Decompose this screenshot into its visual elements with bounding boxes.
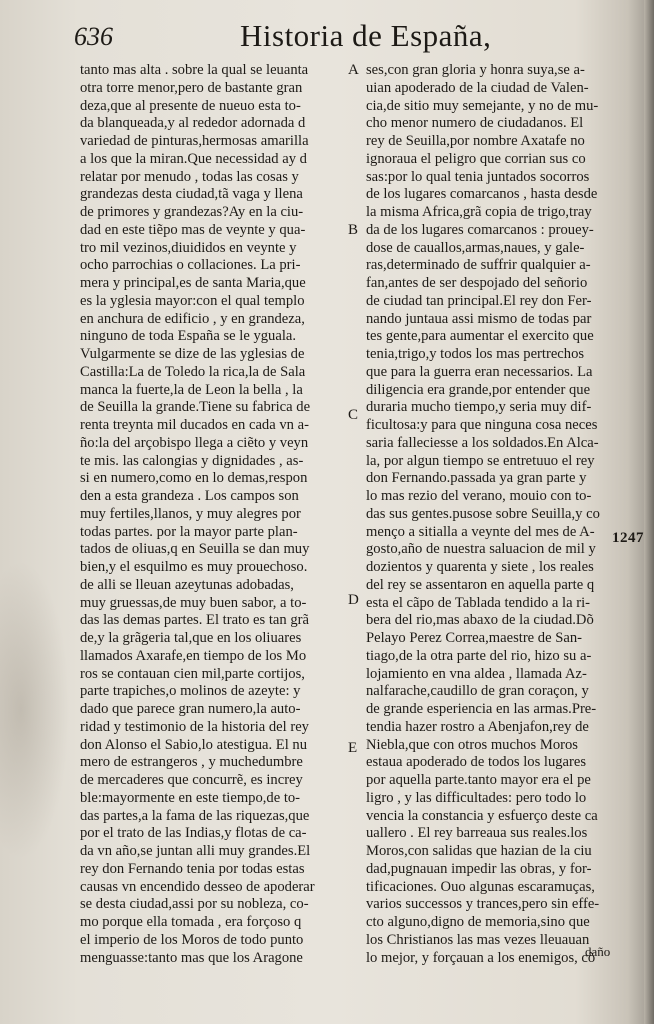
- margin-letter-b: B: [348, 222, 359, 238]
- text-line: don Alonso el Sabio,lo atestigua. El nu: [80, 736, 307, 753]
- margin-letter-c: C: [348, 407, 359, 423]
- text-line: variedad de pinturas,hermosas amarilla: [80, 133, 309, 149]
- text-line: sas:por lo qual tenia juntados socorros: [366, 168, 590, 185]
- text-line: por el trato de las Indias,y flotas de ca-: [80, 825, 307, 842]
- text-line: todas partes. por la mayor parte plan-: [80, 523, 298, 540]
- text-line: muy fertiles,llanos, y muy alegres por: [80, 505, 301, 522]
- text-line: ras,determinado de suffrir qualquier a-: [366, 257, 591, 274]
- text-line: ses,con gran gloria y honra suya,se a-: [366, 62, 585, 78]
- text-line: lo mejor, y forçauan a los enemigos, cõ: [366, 949, 596, 966]
- text-line: de los lugares comarcanos , hasta desde: [366, 186, 598, 203]
- text-line: la misma Africa,grã copia de trigo,tray: [366, 204, 592, 220]
- text-line: muy gruessas,de muy buen sabor, a to-: [80, 594, 307, 611]
- text-line: estaua apoderado de todos los lugares: [366, 754, 587, 771]
- text-line: gosto,año de nuestra saluacion de mil y: [366, 541, 596, 558]
- text-line: llamados Axarafe,en tiempo de los Mo: [80, 647, 307, 664]
- text-line: cho menor numero de ciudadanos. El: [366, 115, 584, 132]
- text-line: tenia,trigo,y todos los mas pertrechos: [366, 346, 585, 362]
- text-line: uallero . El rey barreaua sus reales.los: [366, 825, 588, 842]
- text-line: renta treynta mil ducados en cada vn a-: [80, 417, 309, 433]
- text-line: das sus gentes.pusose sobre Seuilla,y co: [366, 505, 600, 522]
- text-line: cto alguno,digno de memoria,sino que: [366, 914, 590, 930]
- text-line: dad en este tiẽpo mas de veynte y qua-: [80, 221, 306, 238]
- text-line: mera y principal,es de santa Maria,que: [80, 275, 306, 291]
- text-line: rey don Fernando tenia por todas estas: [80, 860, 305, 877]
- text-line: ficultosa:y para que ninguna cosa neces: [366, 417, 598, 433]
- text-line: de alli se lleuan azeytunas adobadas,: [80, 576, 294, 593]
- text-line: tiago,de la otra parte del rio, hizo su a-: [366, 647, 592, 664]
- text-line: Niebla,que con otros muchos Moros: [366, 736, 578, 753]
- text-line: es la yglesia mayor:con el qual templo: [80, 292, 305, 309]
- text-line: Castilla:La de Toledo la rica,la de Sala: [80, 363, 306, 380]
- text-line: deza,que al presente de nueuo esta to-: [80, 97, 301, 114]
- page-number: 636: [74, 22, 113, 51]
- text-line: nando juntaua assi mismo de todas par: [366, 310, 592, 327]
- text-line: el imperio de los Moros de todo punto: [80, 931, 304, 948]
- text-line: Vulgarmente se dize de las yglesias de: [80, 346, 305, 362]
- text-line: otra torre menor,pero de bastante gran: [80, 79, 303, 96]
- text-line: den a esta grandeza . Los campos son: [80, 488, 299, 504]
- margin-letter-e: E: [348, 740, 358, 756]
- text-line: bien,y el esquilmo es muy prouechoso.: [80, 559, 308, 575]
- text-line: da de los lugares comarcanos : prouey-: [366, 221, 594, 238]
- right-column: [366, 62, 638, 967]
- text-line: de,y la grãgeria tal,que en los oliuares: [80, 630, 302, 646]
- text-line: diligencia era grande,por entender que: [366, 381, 591, 398]
- page-edge: [644, 0, 654, 1024]
- margin-letter-d: D: [348, 592, 359, 608]
- text-line: causas vn encendido desseo de apoderar: [80, 878, 315, 895]
- text-line: por aquella parte.tanto mayor era el pe: [366, 772, 591, 788]
- text-line: da blanqueada,y al rededor adornada d: [80, 115, 306, 132]
- text-line: dozientos y quarenta y siete , los reales: [366, 559, 594, 575]
- text-line: de ciudad tan principal.El rey don Fer-: [366, 292, 592, 309]
- text-line: ros se contauan cien mil,parte cortijos,: [80, 665, 305, 682]
- text-line: lo mas rezio del verano, mouio con to-: [366, 488, 592, 504]
- text-line: la, por algun tiempo se entretuuo el rey: [366, 452, 595, 469]
- margin-letter-a: A: [348, 62, 359, 78]
- text-line: duraria mucho tiempo,y seria muy dif-: [366, 399, 592, 416]
- text-line: te mis. las calongias y dignidades , as-: [80, 452, 304, 469]
- text-line: mero de estrangeros , y muchedumbre: [80, 754, 303, 771]
- text-line: relatar por menudo , todas las cosas y: [80, 168, 299, 185]
- text-line: ninguno de toda España se le yguala.: [80, 328, 297, 345]
- text-line: en anchura de edificio , y en grandeza,: [80, 310, 305, 327]
- text-line: ocho parrochias o collaciones. La pri-: [80, 257, 301, 274]
- text-line: Moros,con salidas que hazian de la ciu: [366, 843, 592, 859]
- text-line: dado que parece gran numero,la auto-: [80, 701, 301, 717]
- text-line: Pelayo Perez Correa,maestre de San-: [366, 630, 582, 646]
- text-line: da vn año,se juntan alli muy grandes.El: [80, 843, 311, 859]
- text-line: del rey se assentaron en aquella parte q: [366, 576, 595, 593]
- text-line: tro mil vezinos,diuididos en veynte y: [80, 239, 297, 256]
- text-line: bera del rio,mas abaxo de la ciudad.Dõ: [366, 612, 594, 629]
- left-column: [80, 62, 350, 967]
- text-line: tificaciones. Ouo algunas escaramuças,: [366, 878, 595, 895]
- text-line: los Christianos las mas vezes lleuauan: [366, 931, 590, 948]
- text-line: si en numero,como en lo demas,respon: [80, 470, 308, 487]
- text-line: menguasse:tanto mas que los Aragone: [80, 949, 303, 966]
- text-line: nalfarache,caudillo de gran coraçon, y: [366, 683, 589, 700]
- text-line: don Fernando.passada ya gran parte y: [366, 470, 587, 487]
- text-line: uian apoderado de la ciudad de Valen-: [366, 79, 589, 96]
- text-line: varios successos y trances,pero sin effe-: [366, 896, 600, 913]
- text-line: ridad y testimonio de la historia del rey: [80, 718, 309, 735]
- text-line: das partes,a la fama de las riquezas,que: [80, 807, 310, 824]
- text-line: ignoraua el peligro que corrian sus co: [366, 150, 586, 167]
- text-line: tanto mas alta . sobre la qual se leuanta: [80, 62, 309, 78]
- text-line: dose de cauallos,armas,naues, y gale-: [366, 239, 585, 256]
- text-line: ño:la del arçobispo llega a ciẽto y veyn: [80, 434, 309, 451]
- catchword: daño: [585, 944, 611, 959]
- running-title: Historia de España,: [240, 18, 492, 53]
- text-line: tendia hazer rostro a Abenjafon,rey de: [366, 718, 589, 735]
- text-line: saria falleciesse a los soldados.En Alca-: [366, 434, 599, 451]
- text-line: tes gente,para aumentar el exercito que: [366, 328, 594, 345]
- text-line: ligro , y las difficultades: pero todo lo: [366, 789, 587, 806]
- margin-year-note: 1247: [612, 530, 644, 546]
- text-line: das las demas partes. El trato es tan grã: [80, 612, 309, 629]
- text-line: menço a sitialla a veynte del mes de A-: [366, 523, 595, 540]
- text-line: mo porque ella tomada , era forçoso q: [80, 914, 302, 930]
- text-line: parte trapiches,o molinos de azeyte: y: [80, 683, 301, 700]
- text-line: tados de oliuas,q en Seuilla se dan muy: [80, 541, 310, 558]
- paper-stain: [0, 560, 70, 860]
- text-line: vencia la constancia y esfuerço deste ca: [366, 807, 598, 824]
- text-line: manca la fuerte,la de Leon la bella , la: [80, 381, 303, 398]
- text-line: dad,pugnauan impedir las obras, y for-: [366, 860, 592, 877]
- text-line: lojamiento en vna aldea , llamada Az-: [366, 665, 587, 682]
- text-line: a los que la miran.Que necessidad ay d: [80, 150, 307, 167]
- text-line: cia,de sitio muy semejante, y no de mu-: [366, 97, 599, 114]
- text-line: de grande esperiencia en las armas.Pre-: [366, 701, 597, 717]
- text-line: rey de Seuilla,por nombre Axatafe no: [366, 133, 585, 149]
- text-line: que para la guerra eran necessarios. La: [366, 363, 593, 380]
- text-line: se desta ciudad,assi por su nobleza, co-: [80, 896, 309, 913]
- text-line: fan,antes de ser despojado del señorio: [366, 275, 588, 291]
- text-line: grandezas desta ciudad,tã vaga y llena: [80, 186, 303, 203]
- text-line: de Seuilla la grande.Tiene su fabrica de: [80, 399, 311, 416]
- text-line: de mercaderes que concurrẽ, es increy: [80, 772, 303, 788]
- text-line: esta el cãpo de Tablada tendido a la ri-: [366, 594, 591, 611]
- text-line: ble:mayormente en este tiempo,de to-: [80, 789, 301, 806]
- text-line: de primores y grandezas?Ay en la ciu-: [80, 204, 304, 220]
